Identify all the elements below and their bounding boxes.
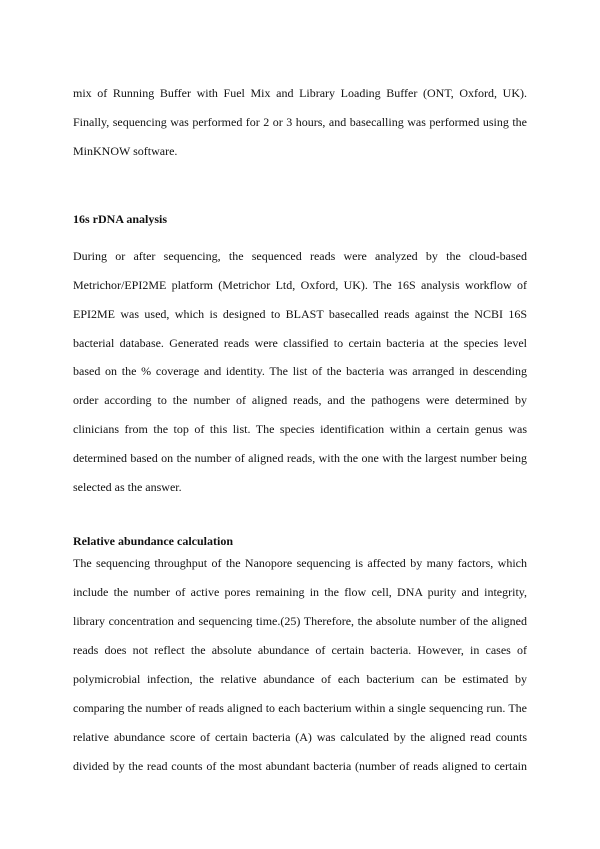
paragraph-line: During or after sequencing, the sequenced reads were analyzed by the cloud-based: [73, 249, 527, 263]
paragraph-line: The sequencing throughput of the Nanopore sequencing is affected by many factors, which: [73, 556, 527, 570]
paragraph-line: Metrichor/EPI2ME platform (Metrichor Ltd, Oxford, UK). The 16S analysis workflow of: [73, 278, 527, 292]
paragraph-line: polymicrobial infection, the relative abundance of each bacterium can be estimated by: [73, 672, 527, 686]
paragraph-line: EPI2ME was used, which is designed to BLAST basecalled reads against the NCBI 16S: [73, 307, 527, 321]
paragraph-line: divided by the read counts of the most abundant bacteria (number of reads aligned to certain: [73, 759, 527, 773]
paragraph-line: mix of Running Buffer with Fuel Mix and Library Loading Buffer (ONT, Oxford, UK).: [73, 86, 527, 100]
paragraph-line: clinicians from the top of this list. The species identification within a certain genus was: [73, 422, 527, 436]
paragraph-line: determined based on the number of aligned reads, with the one with the largest number being: [73, 451, 527, 465]
paragraph-line: based on the % coverage and identity. The list of the bacteria was arranged in descending: [73, 364, 527, 378]
section-heading: Relative abundance calculation: [73, 534, 234, 548]
paragraph-line: bacterial database. Generated reads were classified to certain bacteria at the species level: [73, 336, 527, 350]
paragraph-line: include the number of active pores remaining in the flow cell, DNA purity and integrity,: [73, 585, 527, 599]
paragraph-line: reads does not reflect the absolute abundance of certain bacteria. However, in cases of: [73, 643, 527, 657]
paragraph-line: relative abundance score of certain bacteria (A) was calculated by the aligned read counts: [73, 730, 527, 744]
paragraph-line: comparing the number of reads aligned to each bacterium within a single sequencing run. The: [73, 701, 527, 715]
paragraph-line: library concentration and sequencing time.(25) Therefore, the absolute number of the aligned: [73, 614, 527, 628]
paragraph-line: Finally, sequencing was performed for 2 or 3 hours, and basecalling was performed using the: [73, 115, 527, 129]
section-heading: 16s rDNA analysis: [73, 212, 168, 226]
paragraph-line: order according to the number of aligned reads, and the pathogens were determined by: [73, 393, 527, 407]
paragraph-line: MinKNOW software.: [73, 144, 178, 158]
paragraph-line: selected as the answer.: [73, 480, 182, 494]
